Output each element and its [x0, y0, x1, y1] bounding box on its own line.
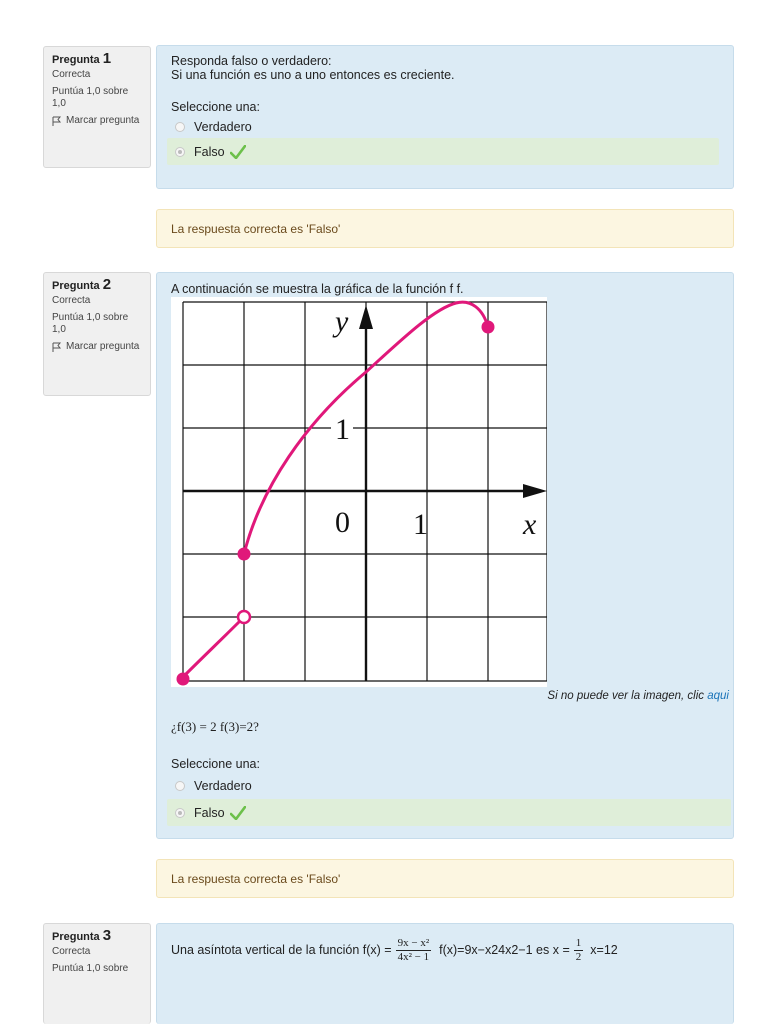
check-icon [230, 145, 246, 159]
q1-number: Pregunta 1 [52, 50, 112, 67]
q1-option-falso[interactable]: Falso [167, 138, 719, 165]
q2-info-panel [43, 272, 151, 396]
q1-radio-falso[interactable] [175, 147, 185, 157]
q1-info-panel [43, 46, 151, 168]
q2-flag-link[interactable]: Marcar pregunta [52, 341, 142, 353]
q1-content [156, 45, 734, 189]
q2-option-verdadero[interactable]: Verdadero [171, 775, 252, 797]
q3-prompt: Una asíntota vertical de la función f(x) = $\frac{\text{9x − x²}}{\text{4x² − 1}}$ f(x)=9x−x24x2−1 es x = $\frac{1}{2}$ x=12 [171, 936, 618, 963]
q2-content [156, 272, 734, 839]
q1-option-verdadero[interactable]: Verdadero [171, 116, 719, 138]
q1-state: Correcta [52, 69, 91, 80]
q3-info-panel [43, 923, 151, 1024]
q3-number: Pregunta 3 [52, 927, 112, 944]
q1-grade: Puntúa 1,0 sobre 1,0 [52, 86, 129, 109]
flag-icon [52, 116, 63, 127]
point-open [238, 611, 250, 623]
x-axis-label: x [523, 508, 537, 541]
point-closed-mid [238, 548, 251, 561]
q1-feedback: La respuesta correcta es 'Falso' [156, 209, 734, 248]
q1-select-label: Seleccione una: [171, 100, 260, 114]
q2-radio-falso[interactable] [175, 808, 185, 818]
q1-prompt-line2: Si una función es uno a uno entonces es creciente. [171, 68, 455, 82]
check-icon [230, 806, 246, 820]
q2-select-label: Seleccione una: [171, 757, 260, 771]
point-closed-end [482, 321, 495, 334]
q2-question: ¿f(3) = 2 f(3)=2? [171, 719, 259, 734]
q2-prompt: A continuación se muestra la gráfica de la función f f. [171, 282, 464, 296]
q3-fraction-function: $\frac{\text{9x − x²}}{\text{4x² − 1}}$ [397, 936, 430, 963]
function-graph [171, 297, 547, 687]
image-fallback-note: Si no puede ver la imagen, clic aqui [547, 690, 729, 702]
origin-label: 0 [335, 506, 350, 539]
q2-state: Correcta [52, 295, 91, 306]
q2-feedback: La respuesta correcta es 'Falso' [156, 859, 734, 898]
flag-icon [52, 342, 63, 353]
q1-flag-link[interactable]: Marcar pregunta [52, 115, 142, 127]
q1-radio-verdadero[interactable] [175, 122, 185, 132]
point-closed-start [177, 673, 190, 686]
q3-state: Correcta [52, 946, 91, 957]
y-tick-label-1: 1 [335, 413, 350, 446]
q3-content [156, 923, 734, 1024]
q1-prompt-line1: Responda falso o verdadero: [171, 54, 332, 68]
q3-grade: Puntúa 1,0 sobre [52, 963, 129, 974]
x-tick-label-1: 1 [413, 508, 428, 541]
q2-grade: Puntúa 1,0 sobre 1,0 [52, 312, 129, 335]
y-axis-label: y [335, 305, 349, 338]
q3-fraction-answer: $\frac{1}{2}$ [575, 936, 582, 963]
q2-radio-verdadero[interactable] [175, 781, 185, 791]
q2-option-falso[interactable]: Falso [167, 799, 731, 826]
q2-number: Pregunta 2 [52, 276, 112, 293]
image-fallback-link[interactable]: aqui [707, 690, 729, 702]
